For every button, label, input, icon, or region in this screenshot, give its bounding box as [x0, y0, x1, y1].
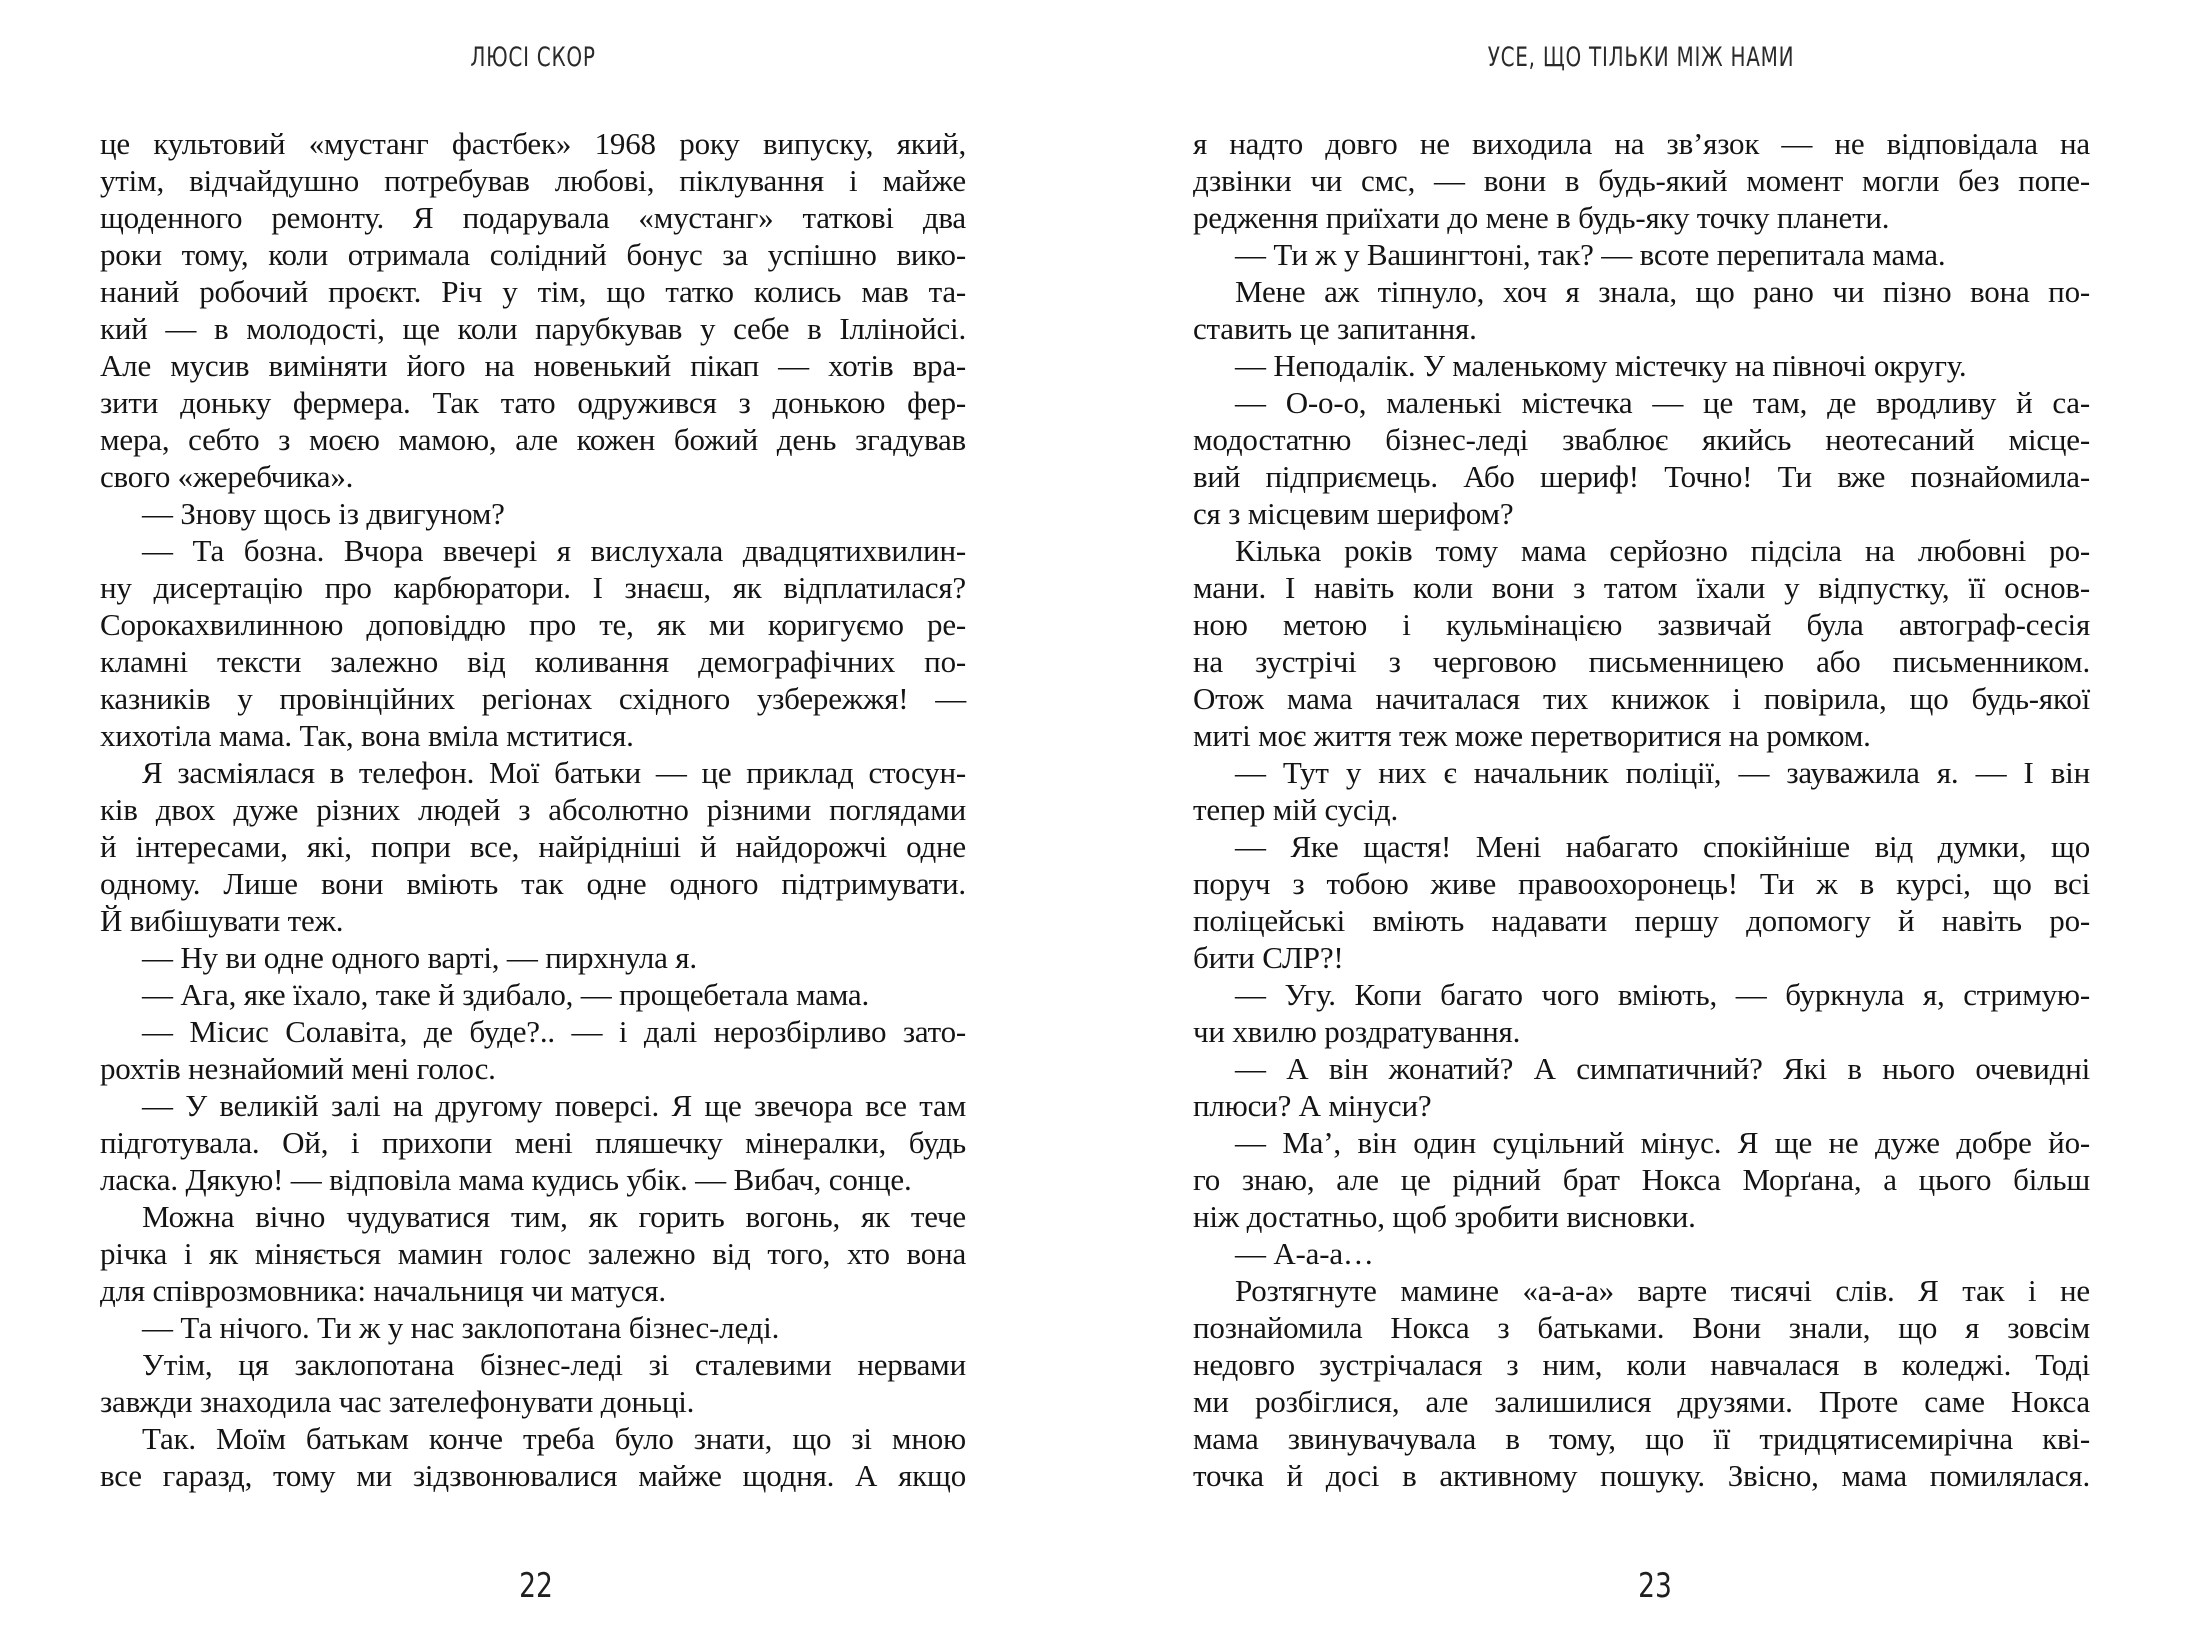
text-line: — А-а-а…: [1235, 1236, 1374, 1271]
text-line: недовго зустрічалася з ним, коли навчалася в коледжі. Тоді: [1193, 1347, 2090, 1382]
text-line: роки тому, коли отримала солідний бонус за успішно вико-: [100, 237, 966, 272]
text-line: Й вибішувати теж.: [100, 903, 344, 938]
text-line: поруч з тобою живе правоохоронець! Ти ж в курсі, що всі: [1193, 866, 2090, 901]
text-line: чи хвилю роздратування.: [1193, 1014, 1521, 1049]
text-line: дзвінки чи смс, — вони в будь-який момент могли без попе-: [1193, 163, 2090, 198]
page-number-left: 22: [519, 1566, 553, 1606]
page-number-right: 23: [1638, 1566, 1672, 1606]
text-line: свого «жеребчика».: [100, 459, 354, 494]
text-line: на зустрічі з черговою письменницею або письменником.: [1193, 644, 2090, 679]
text-line: Я засміялася в телефон. Мої батьки — це приклад стосун-: [142, 755, 966, 790]
text-line: кламні тексти залежно від коливання демографічних по-: [100, 644, 966, 679]
text-line: річка і як міняється мамин голос залежно від того, хто вона: [100, 1236, 966, 1271]
text-line: завжди знаходила час зателефонувати доньці.: [100, 1384, 695, 1419]
text-line: утім, відчайдушно потребував любові, піклування і майже: [100, 163, 966, 198]
text-line: ну дисертацію про карбюратори. І знаєш, як відплатилася?: [100, 570, 966, 605]
text-line: — О-о-о, маленькі містечка — це там, де вродливу й са-: [1235, 385, 2090, 420]
text-line: Кілька років тому мама серйозно підсіла на любовні ро-: [1235, 533, 2090, 568]
text-line: мама звинувачувала в тому, що її тридцятисемирічна кві-: [1193, 1421, 2090, 1456]
running-head-right: УСЕ, ЩО ТІЛЬКИ МІЖ НАМИ: [1487, 42, 1795, 73]
text-line: Розтягнуте мамине «а-а-а» варте тисячі слів. Я так і не: [1235, 1273, 2090, 1308]
text-line: ніж достатньо, щоб зробити висновки.: [1193, 1199, 1696, 1234]
text-line: це культовий «мустанг фастбек» 1968 року випуску, який,: [100, 126, 966, 161]
text-line: ласка. Дякую! — відповіла мама кудись убік. — Вибач, сонце.: [100, 1162, 912, 1197]
text-line: кий — в молодості, ще коли парубкував у себе в Іллінойсі.: [100, 311, 966, 346]
text-line: наний робочий проєкт. Річ у тім, що татко колись мав та-: [100, 274, 966, 309]
running-head-left: ЛЮСІ СКОР: [470, 42, 596, 73]
text-line: ною метою і кульмінацією зазвичай була автограф-сесія: [1193, 607, 2090, 642]
text-line: Отож мама начиталася тих книжок і повірила, що будь-якої: [1193, 681, 2090, 716]
text-line: плюси? А мінуси?: [1193, 1088, 1432, 1123]
text-line: — Ти ж у Вашингтоні, так? — всоте перепитала мама.: [1235, 237, 1946, 272]
text-line: Можна вічно чудуватися тим, як горить вогонь, як тече: [142, 1199, 966, 1234]
text-line: познайомила Нокса з батьками. Вони знали, що я зовсім: [1193, 1310, 2090, 1345]
text-line: — Та нічого. Ти ж у нас заклопотана бізнес-леді.: [142, 1310, 780, 1345]
text-line: Сорокахвилинною доповіддю про те, як ми коригуємо ре-: [100, 607, 966, 642]
text-line: Утім, ця заклопотана бізнес-леді зі сталевими нервами: [142, 1347, 966, 1382]
text-line: рохтів незнайомий мені голос.: [100, 1051, 496, 1086]
text-line: щоденного ремонту. Я подарувала «мустанг» таткові два: [100, 200, 966, 235]
text-line: ми розбіглися, але залишилися друзями. Проте саме Нокса: [1193, 1384, 2090, 1419]
text-line: — Угу. Копи багато чого вміють, — буркнула я, стримую-: [1235, 977, 2090, 1012]
text-line: ся з місцевим шерифом?: [1193, 496, 1514, 531]
text-line: го знаю, але це рідний брат Нокса Морґана, а цього більш: [1193, 1162, 2090, 1197]
text-line: точка й досі в активному пошуку. Звісно, мама помилялася.: [1193, 1458, 2090, 1493]
text-line: ставить це запитання.: [1193, 311, 1477, 346]
text-line: — Яке щастя! Мені набагато спокійніше від думки, що: [1235, 829, 2090, 864]
text-line: зити доньку фермера. Так тато одружився з донькою фер-: [100, 385, 966, 420]
text-line: й інтересами, які, попри все, найрідніші й найдорожчі одне: [100, 829, 966, 864]
text-line: все гаразд, тому ми зідзвонювалися майже щодня. А якщо: [100, 1458, 966, 1493]
text-line: — Ма’, він один суцільний мінус. Я ще не дуже добре йо-: [1235, 1125, 2090, 1160]
text-line: мани. І навіть коли вони з татом їхали у відпустку, її основ-: [1193, 570, 2090, 605]
text-line: бити СЛР?!: [1193, 940, 1344, 975]
text-line: — Тут у них є начальник поліції, — зауважила я. — І він: [1235, 755, 2090, 790]
text-line: — Знову щось із двигуном?: [142, 496, 505, 531]
text-line: — Неподалік. У маленькому містечку на півночі округу.: [1235, 348, 1967, 383]
text-line: одному. Лише вони вміють так одне одного підтримувати.: [100, 866, 966, 901]
text-line: редження приїхати до мене в будь-яку точку планети.: [1193, 200, 1890, 235]
text-line: — Ага, яке їхало, таке й здибало, — прощебетала мама.: [142, 977, 870, 1012]
text-line: для співрозмовника: начальниця чи матуся.: [100, 1273, 666, 1308]
text-line: я надто довго не виходила на зв’язок — не відповідала на: [1193, 126, 2090, 161]
page-text-left: [100, 125, 966, 1494]
text-line: поліцейські вміють надавати першу допомогу й навіть ро-: [1193, 903, 2090, 938]
text-line: — Та бозна. Вчора ввечері я вислухала двадцятихвилин-: [142, 533, 966, 568]
text-line: підготувала. Ой, і прихопи мені пляшечку мінералки, будь: [100, 1125, 966, 1160]
text-line: ків двох дуже різних людей з абсолютно різними поглядами: [100, 792, 966, 827]
text-line: — А він жонатий? А симпатичний? Які в нього очевидні: [1235, 1051, 2090, 1086]
text-line: миті моє життя теж може перетворитися на ромком.: [1193, 718, 1871, 753]
text-line: модостатню бізнес-леді зваблює якийсь неотесаний місце-: [1193, 422, 2090, 457]
page-text-right: [1193, 125, 2090, 1494]
text-line: тепер мій сусід.: [1193, 792, 1399, 827]
text-line: хихотіла мама. Так, вона вміла мститися.: [100, 718, 634, 753]
text-line: — Ну ви одне одного варті, — пирхнула я.: [142, 940, 697, 975]
text-line: казників у провінційних регіонах східного узбережжя! —: [100, 681, 966, 716]
text-line: мера, себто з моєю мамою, але кожен божий день згадував: [100, 422, 966, 457]
text-line: вий підприємець. Або шериф! Точно! Ти вже познайомила-: [1193, 459, 2090, 494]
text-line: Так. Моїм батькам конче треба було знати, що зі мною: [142, 1421, 966, 1456]
text-line: — Місис Солавіта, де буде?.. — і далі нерозбірливо зато-: [142, 1014, 966, 1049]
text-line: Але мусив виміняти його на новенький пікап — хотів вра-: [100, 348, 966, 383]
text-line: Мене аж тіпнуло, хоч я знала, що рано чи пізно вона по-: [1235, 274, 2090, 309]
text-line: — У великій залі на другому поверсі. Я ще звечора все там: [142, 1088, 966, 1123]
